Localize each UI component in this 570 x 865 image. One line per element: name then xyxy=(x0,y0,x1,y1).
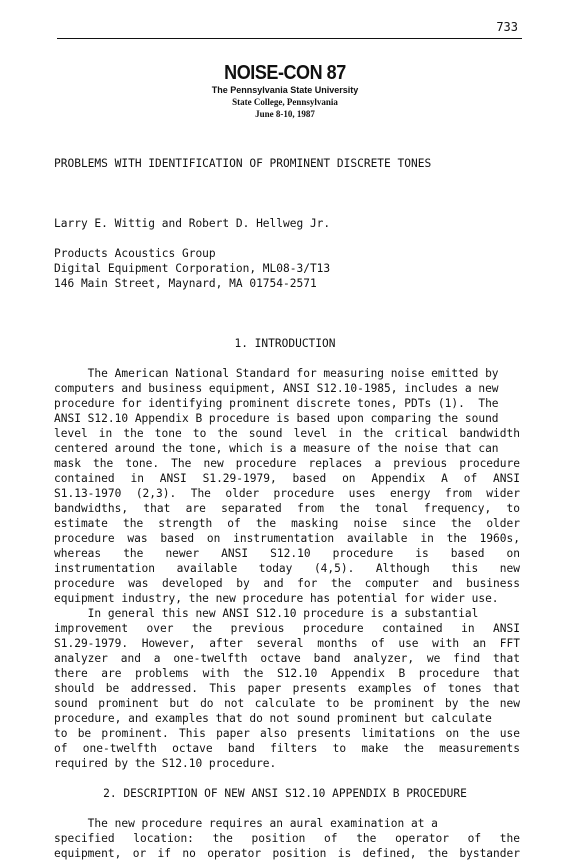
body-line: ANSI S12.10 Appendix B procedure is based upon comparing the sound xyxy=(54,412,499,425)
body-line: contained in ANSI S1.29-1979, based on Appendix A of ANSI xyxy=(54,472,520,485)
body-line: sound prominent but do not calculate to be prominent by the new xyxy=(54,697,520,710)
affiliation-line: Products Acoustics Group xyxy=(54,247,216,260)
conference-header xyxy=(0,62,570,120)
body-line: should be addressed. This paper presents examples of tones that xyxy=(54,682,520,695)
body-line: procedure, and examples that do not sound prominent but calculate xyxy=(54,712,492,725)
header-rule xyxy=(57,38,522,39)
body-line: there are problems with the S12.10 Appendix B procedure that xyxy=(54,667,520,680)
body-line: required by the S12.10 procedure. xyxy=(54,757,277,770)
paper-authors: Larry E. Wittig and Robert D. Hellweg Jr. xyxy=(54,217,331,230)
body-line: specified location: the position of the operator of the xyxy=(54,832,520,845)
body-line: level in the tone to the sound level in the critical bandwidth xyxy=(54,427,520,440)
body-line: The American National Standard for measuring noise emitted by xyxy=(54,367,499,380)
body-line: S1.29-1979. However, after several months of use with an FFT xyxy=(54,637,520,650)
body-line: bandwidths, that are separated from the tonal frequency, to xyxy=(54,502,520,515)
body-line: The new procedure requires an aural examination at a xyxy=(54,817,438,830)
body-line: equipment industry, the new procedure has potential for wider use. xyxy=(54,592,499,605)
body-line: centered around the tone, which is a measure of the noise that can xyxy=(54,442,499,455)
body-line: equipment, or if no operator position is defined, the bystander xyxy=(54,847,520,860)
section-heading-description: 2. DESCRIPTION OF NEW ANSI S12.10 APPENDIX B PROCEDURE xyxy=(103,787,467,800)
body-line: improvement over the previous procedure contained in ANSI xyxy=(54,622,520,635)
body-line: S1.13-1970 (2,3). The older procedure uses energy from wider xyxy=(54,487,520,500)
body-line: In general this new ANSI S12.10 procedure is a substantial xyxy=(54,607,479,620)
body-line: to be prominent. This paper also presents limitations on the use xyxy=(54,727,520,740)
body-line: computers and business equipment, ANSI S12.10-1985, includes a new xyxy=(54,382,499,395)
conference-location: State College, Pennsylvania xyxy=(232,97,338,107)
affiliation-line: 146 Main Street, Maynard, MA 01754-2571 xyxy=(54,277,317,290)
body-line: procedure was developed by and for the computer and business xyxy=(54,577,520,590)
body-line: instrumentation available today (4,5). Although this new xyxy=(54,562,520,575)
body-line: of one-twelfth octave band filters to make the measurements xyxy=(54,742,520,755)
conference-institution: The Pennsylvania State University xyxy=(211,85,359,95)
page-number: 733 xyxy=(496,20,518,34)
body-line: procedure for identifying prominent discrete tones, PDTs (1). The xyxy=(54,397,499,410)
body-line: whereas the newer ANSI S12.10 procedure is based on xyxy=(54,547,520,560)
paper-title: PROBLEMS WITH IDENTIFICATION OF PROMINENT DISCRETE TONES xyxy=(54,157,432,170)
body-line: estimate the strength of the masking noise since the older xyxy=(54,517,520,530)
conference-dates: June 8-10, 1987 xyxy=(255,109,315,119)
body-line: mask the tone. The new procedure replaces a previous procedure xyxy=(54,457,520,470)
body-line: procedure was based on instrumentation available in the 1960s, xyxy=(54,532,520,545)
body-line: analyzer and a one-twelfth octave band analyzer, we find that xyxy=(54,652,520,665)
affiliation-line: Digital Equipment Corporation, ML08-3/T13 xyxy=(54,262,331,275)
conference-title: NOISE-CON 87 xyxy=(224,62,346,84)
section-heading-introduction: 1. INTRODUCTION xyxy=(234,337,336,350)
